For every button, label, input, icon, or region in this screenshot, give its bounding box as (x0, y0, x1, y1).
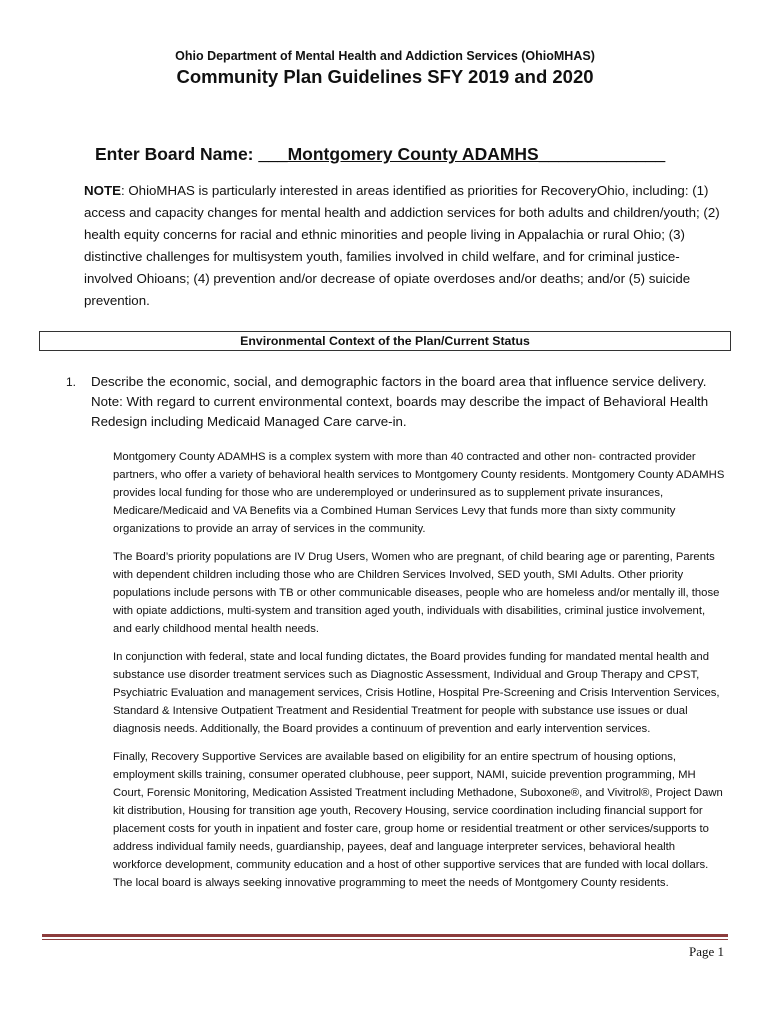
question-1 (66, 372, 726, 432)
document-title: Community Plan Guidelines SFY 2019 and 2020 (176, 66, 594, 87)
board-name-value: ___Montgomery County ADAMHS_____________ (258, 144, 666, 164)
note-text: : OhioMHAS is particularly interested in areas identified as priorities for RecoveryOhio, including: (1) access and capacity changes for mental health and addiction services for both adults and children/youth; (2) health equity concerns for racial and ethnic minorities and people living in Appalachia or rural Ohio; (3) distinctive challenges for multisystem youth, families involved in child welfare, and for criminal justice-involved Ohioans; (4) prevention and/or decrease of opiate overdoses and/or deaths; and/or (5) suicide prevention. (84, 183, 720, 308)
answer-paragraph: Finally, Recovery Supportive Services are available based on eligibility for an entire spectrum of housing options, employment skills training, consumer operated clubhouse, peer support, NAMI, suicide prevention programming, MH Court, Forensic Monitoring, Medication Assisted Treatment including Methadone, Suboxone®, and Vivitrol®, Project Dawn kit distribution, Housing for transition age youth, Recovery Housing, service coordination including financial support for placement costs for youth in inpatient and foster care, group home or residential treatment or other services/supports to address individual family needs, guardianship, payees, deaf and language interpreter services, behavioral health workforce development, community education and a host of other supportive services that are funded with local dollars. The local board is always seeking innovative programming to meet the needs of Montgomery County residents. (113, 751, 723, 889)
question-text: Describe the economic, social, and demographic factors in the board area that influence service delivery. Note: With regard to current environmental context, boards may describe the impact of Behavioral Health Redesign including Medicaid Managed Care carve-in. (91, 374, 709, 429)
answer-paragraph: In conjunction with federal, state and local funding dictates, the Board provides funding for mandated mental health and substance use disorder treatment services such as Diagnostic Assessment, Individual and Group Therapy and CPST, Psychiatric Evaluation and management services, Crisis Hotline, Hospital Pre-Screening and Crisis Intervention Services, Standard & Intensive Outpatient Treatment and Residential Treatment for people with substance use issues or dual diagnosis needs. Additionally, the Board provides a continuum of prevention and early intervention services. (113, 651, 720, 735)
section-header: Environmental Context of the Plan/Current Status (39, 331, 731, 351)
note-label: NOTE (84, 183, 121, 198)
answer-paragraph: The Board’s priority populations are IV Drug Users, Women who are pregnant, of child bearing age or parenting, Parents with dependent children including those who are Children Services Involved, SED youth, SMI Adults. Other priority populations include persons with TB or other communicable diseases, people who are homeless and/or mentally ill, those with opiate addictions, multi-system and transition aged youth, individuals with disabilities, criminal justice involvement, and early childhood mental health needs. (113, 551, 720, 635)
agency-heading: Ohio Department of Mental Health and Addiction Services (OhioMHAS) (175, 49, 595, 63)
answer-body (113, 448, 727, 902)
answer-paragraph: Montgomery County ADAMHS is a complex system with more than 40 contracted and other non- contracted provider partners, who offer a variety of behavioral health services to Montgomery County residents. Montgomery County ADAMHS provides local funding for those who are underemployed or underinsured as to supplement private insurances, Medicare/Medicaid and VA Benefits via a Combined Human Services Levy that funds more than sixty community organizations to provide an array of services in the community. (113, 451, 725, 535)
note-paragraph (84, 180, 724, 312)
footer-rule-thin (42, 939, 728, 940)
board-name-label: Enter Board Name: (95, 144, 254, 164)
footer-rule (42, 934, 728, 937)
board-name-line (95, 144, 665, 165)
question-number: 1. (66, 375, 77, 389)
page-number: Page 1 (688, 944, 724, 959)
